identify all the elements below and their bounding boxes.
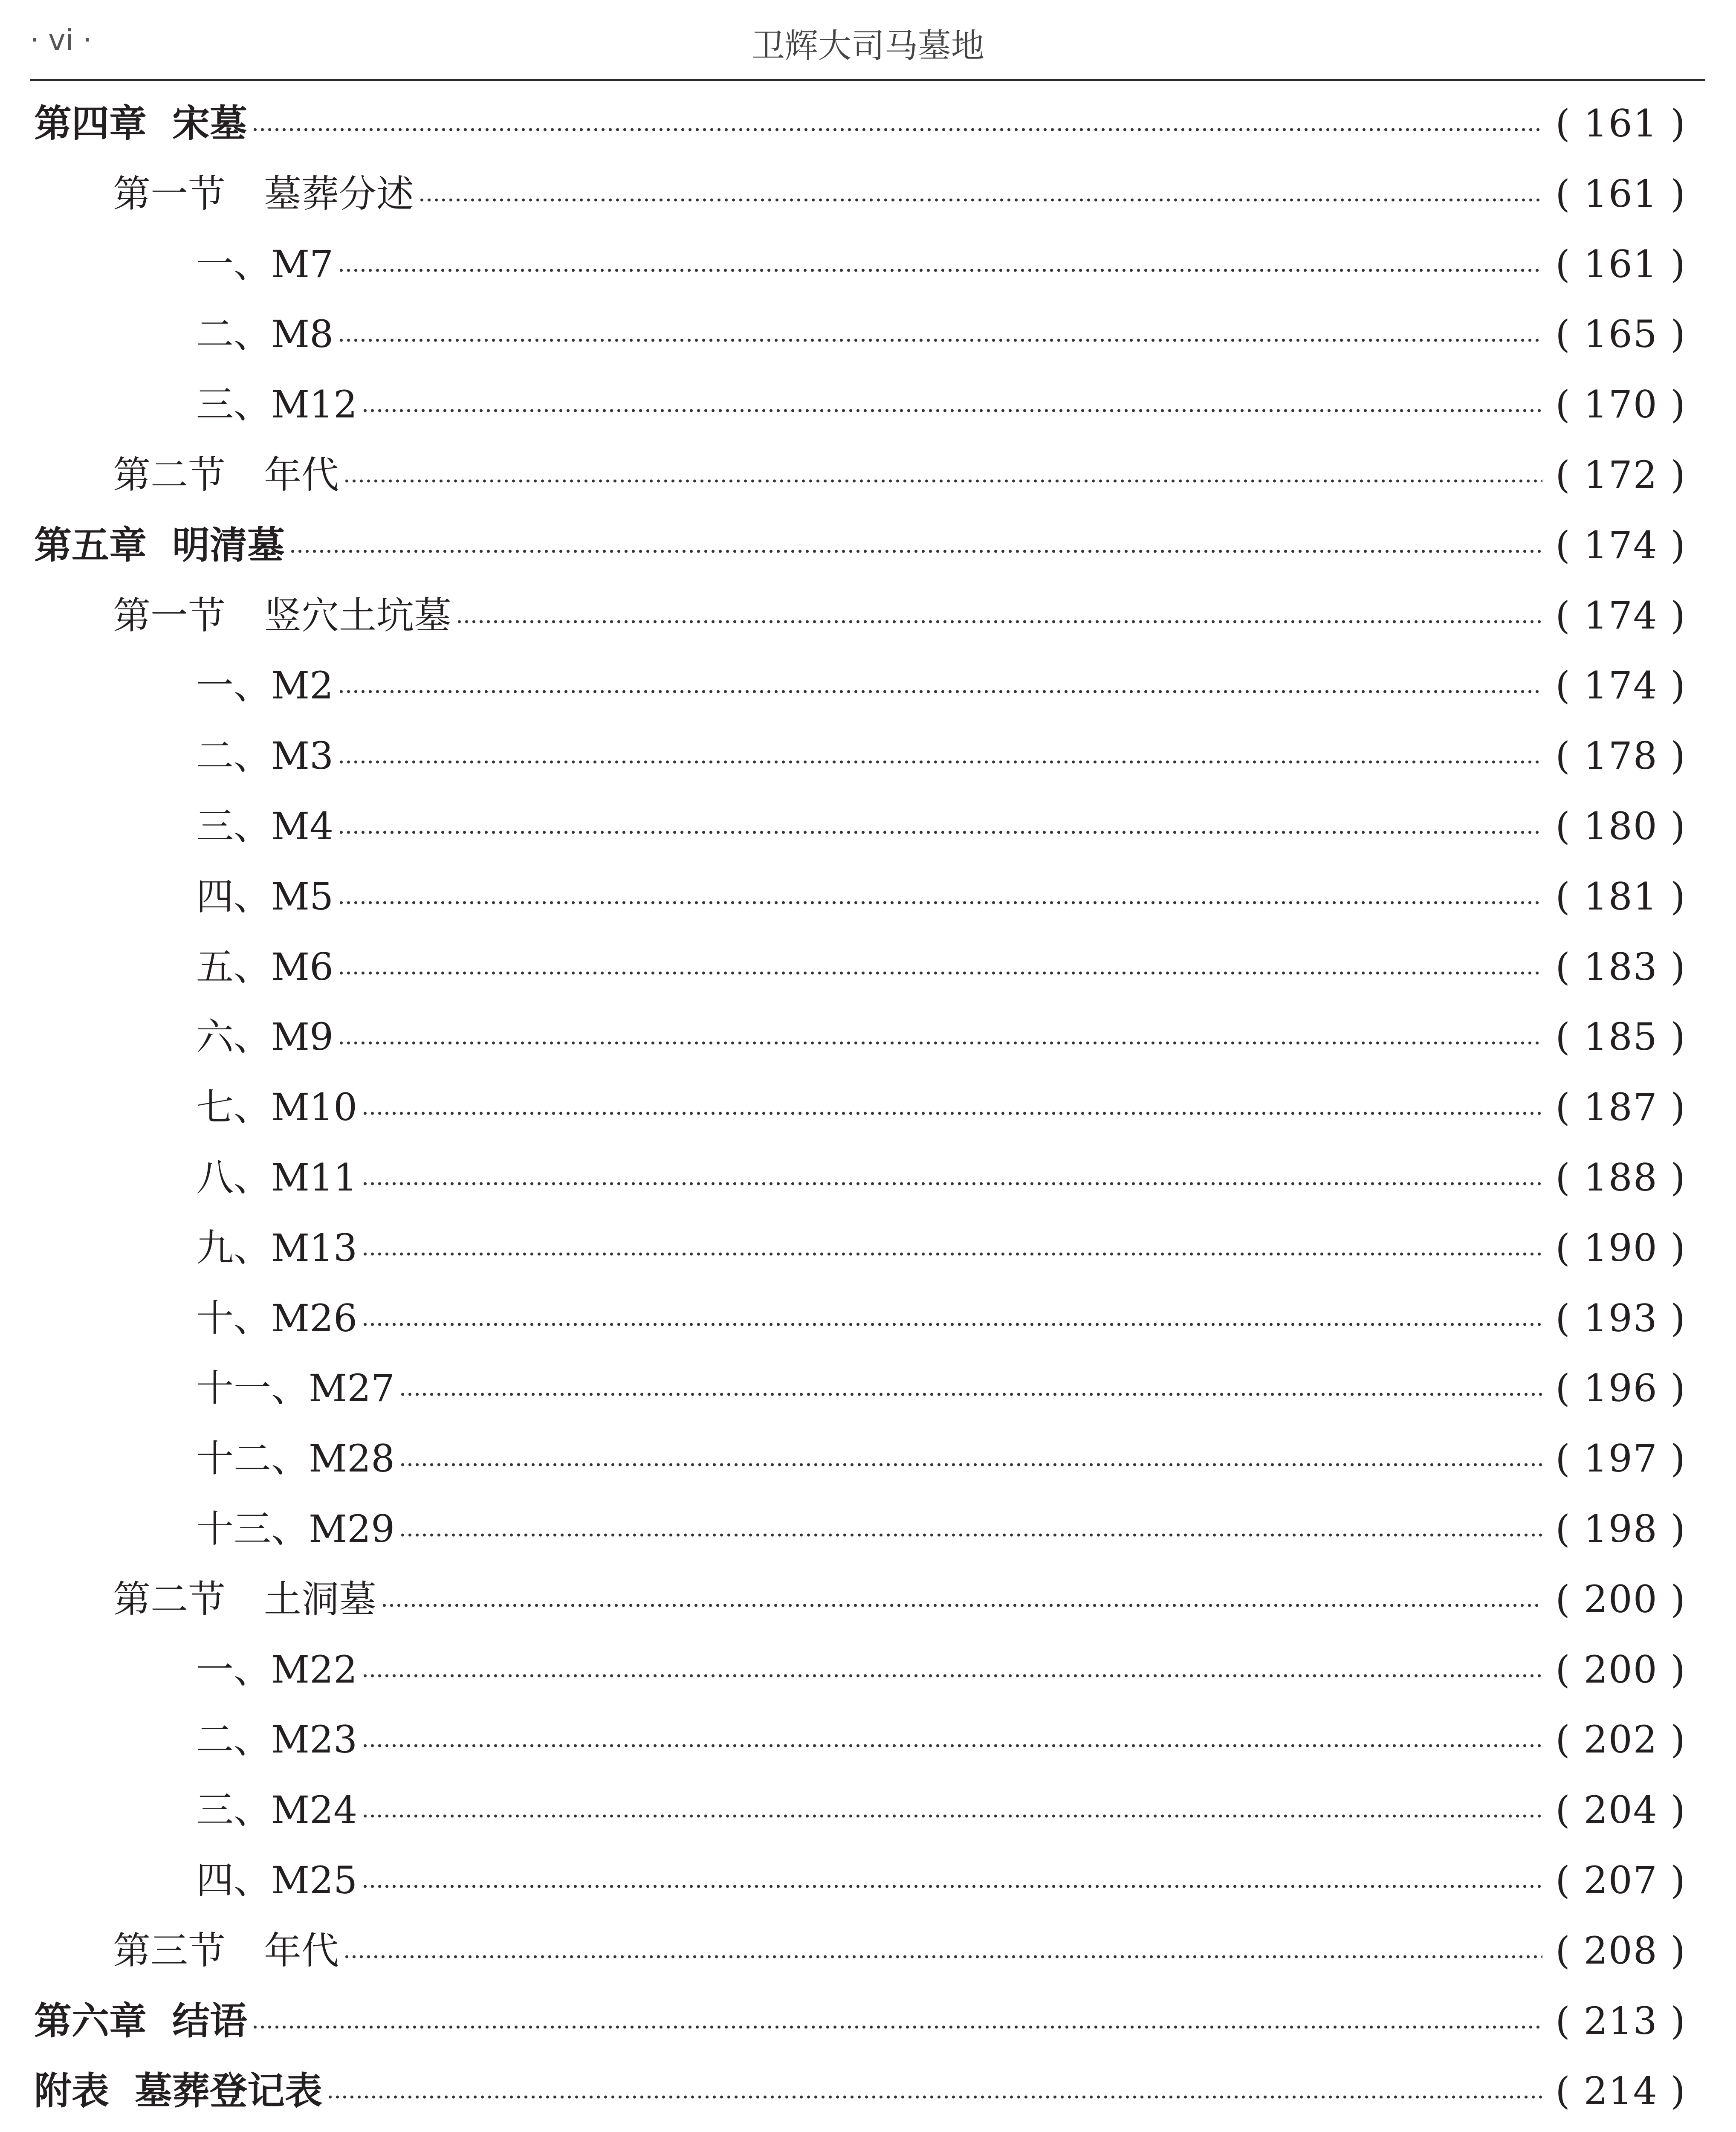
toc-entry-page: ( 198 ) <box>1555 1507 1686 1551</box>
toc-entry[interactable] <box>196 730 1686 782</box>
dot-leader <box>399 1463 1542 1467</box>
toc-entry-title: 墓葬登记表 <box>135 2069 323 2113</box>
toc-entry-number: 一、 <box>196 242 272 286</box>
dot-leader <box>343 1955 1542 1959</box>
toc-entry-title: 土洞墓 <box>264 1577 377 1621</box>
toc-entry[interactable] <box>34 1996 1686 2047</box>
toc-entry-number: 十二、 <box>196 1437 309 1480</box>
toc-entry[interactable] <box>196 801 1686 852</box>
dot-leader <box>338 338 1542 342</box>
toc-entry-number: 十三、 <box>196 1507 309 1551</box>
toc-entry-page: ( 200 ) <box>1555 1648 1686 1692</box>
toc-entry-page: ( 208 ) <box>1555 1929 1686 1973</box>
toc-entry-page: ( 180 ) <box>1555 804 1686 848</box>
toc-entry-number: 六、 <box>196 1015 272 1059</box>
toc-entry[interactable] <box>34 2065 1686 2117</box>
toc-entry-page: ( 213 ) <box>1555 1999 1686 2043</box>
toc-entry-title: 年代 <box>264 1929 339 1973</box>
toc-entry-number: 二、 <box>196 1718 272 1761</box>
toc-entry-page: ( 174 ) <box>1555 594 1686 637</box>
toc-entry-page: ( 185 ) <box>1555 1015 1686 1059</box>
toc-entry-number: 三、 <box>196 1788 272 1832</box>
toc-entry[interactable] <box>196 660 1686 711</box>
dot-leader <box>252 127 1542 132</box>
toc-entry[interactable] <box>196 379 1686 430</box>
dot-leader <box>362 1814 1542 1818</box>
toc-entry-number: 第四章 <box>34 101 147 145</box>
toc-entry-page: ( 214 ) <box>1555 2069 1686 2113</box>
toc-entry-number: 九、 <box>196 1226 272 1270</box>
toc-entry[interactable] <box>113 1925 1686 1976</box>
toc-entry-page: ( 161 ) <box>1555 172 1686 216</box>
toc-entry-number: 一、 <box>196 1648 272 1692</box>
toc-entry-number: 十、 <box>196 1296 272 1340</box>
toc-entry[interactable] <box>196 1363 1686 1414</box>
toc-entry[interactable] <box>113 1574 1686 1625</box>
toc-entry-title: 结语 <box>172 1999 248 2043</box>
dot-leader <box>362 1322 1542 1327</box>
toc-entry[interactable] <box>196 1082 1686 1133</box>
toc-entry-number: 三、 <box>196 804 272 848</box>
toc-entry-number: 第六章 <box>34 1999 147 2043</box>
toc-entry-title: M25 <box>271 1858 358 1902</box>
toc-entry-number: 第三节 <box>113 1929 226 1973</box>
toc-entry[interactable] <box>196 1011 1686 1063</box>
toc-entry-number: 第一节 <box>113 594 226 637</box>
dot-leader <box>381 1603 1542 1608</box>
dot-leader <box>338 901 1542 905</box>
dot-leader <box>338 760 1542 764</box>
toc-entry-page: ( 170 ) <box>1555 382 1686 426</box>
toc-entry-number: 十一、 <box>196 1366 309 1410</box>
toc-entry[interactable] <box>196 1784 1686 1836</box>
page-number: · vi · <box>30 23 92 57</box>
dot-leader <box>338 971 1542 975</box>
toc-entry-page: ( 172 ) <box>1555 453 1686 497</box>
toc-entry-title: M22 <box>271 1648 358 1692</box>
toc-entry-number: 七、 <box>196 1085 272 1129</box>
dot-leader <box>418 198 1542 202</box>
dot-leader <box>362 1252 1542 1256</box>
toc-entry-title: M13 <box>271 1226 358 1270</box>
toc-entry-title: M28 <box>309 1437 395 1480</box>
toc-entry-number: 第一节 <box>113 172 226 216</box>
toc-entry-title: M26 <box>271 1296 358 1340</box>
toc-entry[interactable] <box>196 1714 1686 1765</box>
toc-entry-page: ( 174 ) <box>1555 523 1686 567</box>
toc-entry-page: ( 193 ) <box>1555 1296 1686 1340</box>
toc-entry-title: 墓葬分述 <box>264 172 414 216</box>
toc-entry-title: M11 <box>271 1156 358 1199</box>
toc-entry[interactable] <box>196 309 1686 360</box>
toc-entry[interactable] <box>196 941 1686 993</box>
running-title: 卫辉大司马墓地 <box>751 27 984 65</box>
toc-entry[interactable] <box>34 520 1686 571</box>
dot-leader <box>362 1744 1542 1748</box>
toc-entry-page: ( 161 ) <box>1555 101 1686 145</box>
toc-entry-page: ( 202 ) <box>1555 1718 1686 1761</box>
toc-entry[interactable] <box>196 871 1686 922</box>
toc-entry[interactable] <box>196 1503 1686 1555</box>
toc-entry-title: M27 <box>309 1366 395 1410</box>
dot-leader <box>362 408 1542 413</box>
dot-leader <box>338 689 1542 694</box>
toc-entry-page: ( 196 ) <box>1555 1366 1686 1410</box>
toc-entry-number: 八、 <box>196 1156 272 1199</box>
toc-entry-page: ( 197 ) <box>1555 1437 1686 1480</box>
toc-entry[interactable] <box>196 1855 1686 1906</box>
toc-entry-number: 第五章 <box>34 523 147 567</box>
toc-entry-number: 五、 <box>196 945 272 989</box>
dot-leader <box>362 1182 1542 1186</box>
toc-entry-number: 第二节 <box>113 453 226 497</box>
toc-entry-title: 竖穴土坑墓 <box>264 594 452 637</box>
toc-entry[interactable] <box>196 1293 1686 1344</box>
toc-entry[interactable] <box>196 1152 1686 1203</box>
toc-entry-title: M4 <box>271 804 334 848</box>
toc-entry-number: 一、 <box>196 663 272 707</box>
toc-entry-title: M10 <box>271 1085 358 1129</box>
toc-entry[interactable] <box>196 239 1686 290</box>
dot-leader <box>338 830 1542 834</box>
page-header <box>0 0 1736 85</box>
toc-entry[interactable] <box>113 590 1686 641</box>
toc-entry-number: 四、 <box>196 875 272 918</box>
toc-entry-page: ( 190 ) <box>1555 1226 1686 1270</box>
toc-entry[interactable] <box>34 98 1686 149</box>
toc-entry-number: 二、 <box>196 312 272 356</box>
toc-entry-title: 宋墓 <box>172 101 248 145</box>
toc-entry[interactable] <box>196 1644 1686 1695</box>
toc-entry-number: 附表 <box>34 2069 110 2113</box>
toc-entry-page: ( 183 ) <box>1555 945 1686 989</box>
toc-entry-title: 年代 <box>264 453 339 497</box>
dot-leader <box>327 2095 1542 2099</box>
dot-leader <box>252 2025 1542 2029</box>
toc-entry-title: M23 <box>271 1718 358 1761</box>
dot-leader <box>362 1884 1542 1889</box>
toc-entry-title: M7 <box>271 242 334 286</box>
dot-leader <box>289 549 1542 553</box>
toc-entry-page: ( 165 ) <box>1555 312 1686 356</box>
dot-leader <box>343 479 1542 483</box>
dot-leader <box>456 620 1542 624</box>
header-rule <box>30 79 1705 81</box>
dot-leader <box>399 1392 1542 1396</box>
toc-entry-title: M2 <box>271 663 334 707</box>
toc-entry-page: ( 187 ) <box>1555 1085 1686 1129</box>
toc-entry[interactable] <box>113 449 1686 501</box>
toc-entry-page: ( 188 ) <box>1555 1156 1686 1199</box>
toc-entry-page: ( 200 ) <box>1555 1577 1686 1621</box>
toc-entry-title: M5 <box>271 875 334 918</box>
toc-entry-page: ( 207 ) <box>1555 1858 1686 1902</box>
toc-entry-number: 二、 <box>196 734 272 778</box>
toc-entry-number: 四、 <box>196 1858 272 1902</box>
dot-leader <box>399 1533 1542 1537</box>
toc-entry-title: M8 <box>271 312 334 356</box>
toc-entry[interactable] <box>196 1222 1686 1274</box>
toc-entry-number: 第二节 <box>113 1577 226 1621</box>
toc-entry[interactable] <box>113 168 1686 220</box>
dot-leader <box>362 1674 1542 1678</box>
toc-entry-title: M3 <box>271 734 334 778</box>
toc-entry-page: ( 181 ) <box>1555 875 1686 918</box>
dot-leader <box>338 268 1542 272</box>
toc-entry-title: M6 <box>271 945 334 989</box>
toc-entry-page: ( 178 ) <box>1555 734 1686 778</box>
toc-entry-title: M24 <box>271 1788 358 1832</box>
toc-entry[interactable] <box>196 1433 1686 1484</box>
toc-entry-number: 三、 <box>196 382 272 426</box>
dot-leader <box>338 1041 1542 1045</box>
toc-entry-title: 明清墓 <box>172 523 285 567</box>
dot-leader <box>362 1111 1542 1115</box>
toc-entry-page: ( 174 ) <box>1555 663 1686 707</box>
toc-entry-title: M9 <box>271 1015 334 1059</box>
toc-entry-title: M29 <box>309 1507 395 1551</box>
toc-entry-page: ( 204 ) <box>1555 1788 1686 1832</box>
toc-entry-page: ( 161 ) <box>1555 242 1686 286</box>
toc-entry-title: M12 <box>271 382 358 426</box>
